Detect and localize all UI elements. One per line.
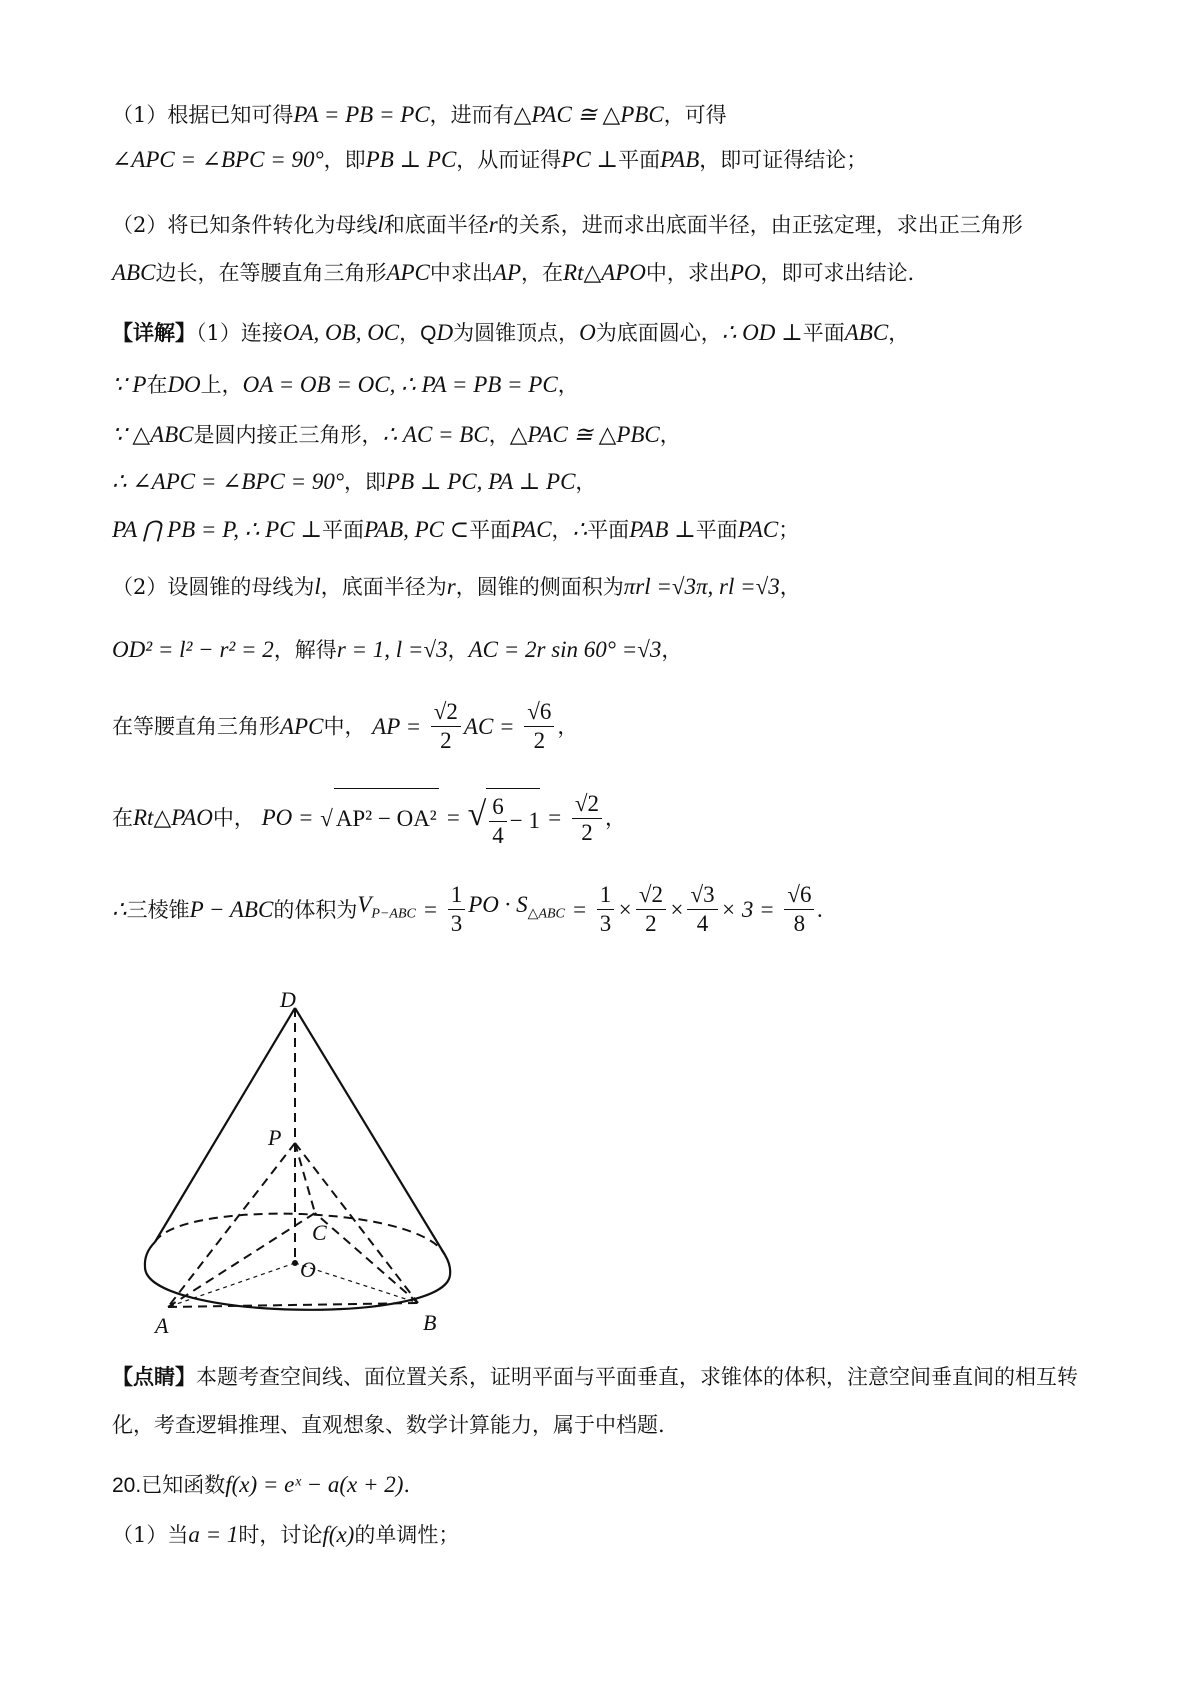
- fraction: $\frac{√6}{8}$: [784, 881, 814, 938]
- text: （2）设圆锥的母线为: [112, 575, 315, 599]
- analysis-line-3: [112, 210, 1023, 240]
- math-expr: DO: [167, 372, 201, 397]
- denominator: 2: [533, 728, 546, 753]
- edge-AC: [168, 1213, 315, 1307]
- math-expr: ABC: [844, 320, 889, 345]
- numerator: 2: [587, 790, 600, 816]
- question-20-part-1: [112, 1520, 459, 1550]
- denominator: 4: [696, 911, 709, 937]
- math-expr: l: [314, 574, 321, 599]
- volume-symbol: [357, 875, 416, 945]
- text: ，从而证得: [456, 148, 562, 172]
- text: ，: [888, 321, 910, 345]
- text: 化，考查逻辑推理、直观想象、数学计算能力，属于中档题.: [112, 1413, 665, 1437]
- text: 在: [146, 373, 168, 397]
- math-expr: − 1: [509, 808, 541, 834]
- comment-line-2: [112, 1410, 665, 1440]
- numerator: 6: [799, 882, 812, 908]
- math-expr: 3: [436, 637, 448, 662]
- text: 边长，在等腰直角三角形: [155, 261, 387, 285]
- math-expr: a = 1: [188, 1522, 239, 1547]
- text: 为圆锥顶点，: [453, 321, 580, 345]
- text: 平面: [469, 518, 512, 542]
- text: 在等腰直角三角形: [112, 714, 280, 739]
- comment-line-1: [112, 1362, 1078, 1392]
- label-D: D: [280, 987, 296, 1012]
- text: ，: [488, 423, 510, 447]
- cone-base-side-right: [445, 1255, 450, 1275]
- edge-PA: [168, 1143, 295, 1307]
- numerator: 6: [489, 793, 507, 822]
- math-expr: f(x): [322, 1522, 355, 1547]
- math-expr: PB ⊥ PC, PA ⊥ PC: [386, 469, 576, 494]
- detail-line-5: [112, 515, 799, 545]
- fraction: [489, 793, 507, 850]
- math-expr: △PAC ≅ △PBC: [513, 102, 664, 127]
- text: （2）将已知条件转化为母线: [112, 213, 378, 237]
- denominator: 8: [793, 911, 806, 937]
- equals: =: [422, 896, 439, 922]
- math-expr: f(x) = eˣ − a(x + 2): [225, 1472, 404, 1497]
- detail-line-2: [112, 370, 579, 400]
- text: ，即可证得结论；: [699, 148, 868, 172]
- math-expr: OD² = l² − r² = 2: [112, 637, 274, 662]
- text: ，: [779, 575, 801, 599]
- text: ，进而有: [429, 103, 514, 127]
- numerator: 6: [539, 699, 552, 724]
- text: 的关系，进而求出底面半径，由正弦定理，求出正三角形: [497, 213, 1023, 237]
- math-expr: ∴ OD ⊥: [721, 320, 803, 345]
- math-expr: AP =: [372, 713, 422, 739]
- subscript: △ABC: [527, 906, 565, 922]
- detail-line-6: [112, 572, 801, 602]
- comment-tag: 【点睛】: [112, 1364, 196, 1389]
- math-expr: × 3 =: [720, 896, 775, 922]
- radius-OA: [168, 1263, 295, 1307]
- analysis-line-1: [112, 100, 727, 130]
- math-expr: PAB ⊥: [629, 517, 696, 542]
- math-expr: PAC: [737, 517, 779, 542]
- math-expr: [468, 875, 565, 945]
- fraction: [597, 881, 615, 938]
- denominator: 3: [450, 911, 463, 937]
- math-expr: r: [488, 212, 498, 237]
- text: 中，: [212, 806, 255, 831]
- math-expr: PB ⊥ PC: [365, 147, 457, 172]
- text: ，圆锥的侧面积为: [455, 575, 624, 599]
- text: （1）连接: [196, 321, 283, 345]
- cone-figure: [140, 985, 470, 1345]
- text: ，即: [344, 470, 387, 494]
- math-expr: PC ⊥: [561, 147, 619, 172]
- text: ，: [661, 638, 683, 662]
- detail-line-4: [112, 467, 596, 497]
- denominator: 2: [645, 911, 657, 937]
- denominator: 4: [492, 822, 504, 848]
- math-expr: AP: [492, 260, 522, 285]
- math-expr: r = 1, l =: [336, 637, 424, 662]
- text: Q: [420, 322, 437, 345]
- label-O: O: [300, 1257, 316, 1282]
- detail-line-7: [112, 635, 682, 665]
- math-expr: 3: [649, 637, 662, 662]
- equals: =: [445, 805, 461, 831]
- math-expr: PO =: [261, 805, 314, 831]
- math-expr: PAB, PC ⊂: [363, 517, 470, 542]
- math-expr: PO · S: [468, 892, 528, 917]
- detail-line-9: [112, 785, 626, 851]
- text: ，底面半径为: [320, 575, 447, 599]
- text: 是圆内接正三角形，: [193, 423, 383, 447]
- detail-line-3: [112, 420, 681, 450]
- math-expr: ABC: [112, 260, 156, 285]
- text: 平面: [802, 321, 845, 345]
- detail-tag: 【详解】: [112, 320, 196, 345]
- text: ，: [447, 638, 469, 662]
- text: 平面: [587, 518, 630, 542]
- text: 时，讨论: [238, 1523, 323, 1547]
- text: 三棱锥: [126, 897, 190, 922]
- text: 平面: [695, 518, 738, 542]
- denominator: 2: [581, 819, 593, 845]
- sqrt-expr: √ $\frac{6}{4}$ − 1: [468, 785, 540, 851]
- numerator: 1: [448, 881, 466, 910]
- text: （1）根据已知可得: [112, 103, 294, 127]
- text: 平面: [321, 518, 364, 542]
- math-expr: O: [579, 320, 596, 345]
- text: ；: [778, 518, 800, 542]
- detail-line-10: [112, 875, 823, 945]
- text: ，: [575, 470, 597, 494]
- math-expr: PA ⋂ PB = P, ∴ PC ⊥: [112, 517, 322, 542]
- denominator: 3: [599, 911, 612, 937]
- sqrt-sign: √: [755, 574, 769, 599]
- math-expr: ∵ P: [112, 372, 147, 397]
- math-expr: ∵ △ABC: [112, 422, 194, 447]
- text: 在: [112, 806, 133, 831]
- math-expr: Rt△PAO: [133, 805, 213, 831]
- math-expr: OA, OB, OC: [282, 320, 400, 345]
- fraction: $\frac{√2}{2}$: [572, 790, 602, 847]
- text: .: [403, 1473, 411, 1497]
- sqrt-sign: √: [671, 574, 685, 599]
- analysis-line-2: [112, 145, 867, 175]
- label-P: P: [268, 1125, 282, 1150]
- math-expr: AC =: [463, 713, 515, 739]
- text: ，: [557, 714, 579, 739]
- cone-edge-right: [295, 1008, 445, 1255]
- math-expr: 3: [768, 574, 780, 599]
- fraction: $\frac{√2}{2}$: [636, 881, 666, 938]
- math-expr: r: [446, 574, 456, 599]
- text: ，可得: [663, 103, 727, 127]
- text: 的体积为: [273, 897, 358, 922]
- numerator: 1: [597, 881, 615, 910]
- numerator: 2: [446, 699, 458, 724]
- math-expr: APC: [386, 260, 430, 285]
- fraction: $\frac{√3}{4}$: [687, 881, 717, 938]
- math-expr: P − ABC: [189, 896, 274, 922]
- fraction: [448, 881, 466, 938]
- cone-base-side: [145, 1242, 155, 1267]
- math-expr: PAB: [660, 147, 700, 172]
- sqrt-sign: √: [637, 637, 650, 662]
- text: 中求出: [429, 261, 493, 285]
- math-expr: πrl =: [623, 574, 672, 599]
- sqrt-sign: √: [423, 637, 437, 662]
- text: ，: [659, 423, 681, 447]
- math-expr: ∴ ∠APC = ∠BPC = 90°: [112, 469, 345, 494]
- text: 上，: [200, 373, 243, 397]
- text: 中，求出: [645, 261, 730, 285]
- text: 中，: [323, 714, 366, 739]
- math-expr: PA = PB = PC: [293, 102, 430, 127]
- point-O: [292, 1260, 298, 1266]
- sqrt-expr: √ AP² − OA²: [320, 788, 439, 849]
- label-C: C: [312, 1220, 327, 1245]
- text: 的单调性；: [354, 1523, 460, 1547]
- text: ，即: [323, 148, 366, 172]
- math-expr: 3π, rl =: [684, 574, 756, 599]
- analysis-line-4: [112, 258, 914, 288]
- text: ，即可求出结论.: [760, 261, 915, 285]
- fraction: $\frac{√6}{2}$: [524, 698, 554, 755]
- subscript: P−ABC: [371, 906, 416, 922]
- question-20-title: [112, 1470, 410, 1501]
- math-expr: PAC: [511, 517, 552, 542]
- times: ×: [617, 896, 633, 922]
- math-expr: D: [436, 320, 454, 345]
- text: 为底面圆心，: [595, 321, 722, 345]
- question-number: 20.已知函数: [112, 1474, 226, 1497]
- radicand: AP² − OA²: [334, 788, 439, 849]
- text: 平面: [618, 148, 661, 172]
- text: ，: [605, 806, 627, 831]
- math-expr: PO: [729, 260, 761, 285]
- detail-line-8: [112, 695, 578, 757]
- text: ，在: [521, 261, 564, 285]
- fraction: $\frac{√2}{2}$: [431, 698, 461, 755]
- edge-PC: [295, 1143, 315, 1213]
- math-expr: Rt△APO: [563, 260, 646, 285]
- text: ，解得: [273, 638, 337, 662]
- math-expr: OA = OB = OC, ∴ PA = PB = PC: [242, 372, 558, 397]
- math-expr: ∴: [112, 896, 127, 922]
- math-expr: ∴: [572, 517, 588, 542]
- text: 和底面半径: [383, 213, 489, 237]
- edge-BC: [315, 1213, 418, 1303]
- numerator: 2: [651, 882, 663, 908]
- text: （1）当: [112, 1523, 189, 1547]
- math-expr: V: [357, 892, 372, 917]
- math-expr: ∠APC = ∠BPC = 90°: [112, 147, 324, 172]
- text: ，: [557, 373, 579, 397]
- denominator: 2: [440, 728, 452, 753]
- numerator: 3: [703, 882, 715, 908]
- math-expr: l: [377, 212, 384, 237]
- times: ×: [668, 896, 685, 922]
- math-expr: AC = 2r sin 60° =: [468, 637, 638, 662]
- cone-base-back: [155, 1214, 445, 1255]
- math-expr: △PAC ≅ △PBC: [509, 422, 660, 447]
- label-A: A: [155, 1313, 169, 1338]
- label-B: B: [423, 1310, 437, 1335]
- math-expr: APC: [280, 713, 324, 739]
- equals: =: [571, 896, 588, 922]
- period: .: [817, 896, 824, 922]
- cone-base-front: [145, 1267, 450, 1310]
- text: 本题考查空间线、面位置关系，证明平面与平面垂直，求锥体的体积，注意空间垂直间的相互转: [196, 1365, 1078, 1389]
- math-expr: ∴ AC = BC: [382, 422, 489, 447]
- equals: =: [546, 805, 563, 831]
- detail-line-1: [112, 318, 909, 349]
- text: ，: [399, 321, 421, 345]
- text: ，: [551, 518, 573, 542]
